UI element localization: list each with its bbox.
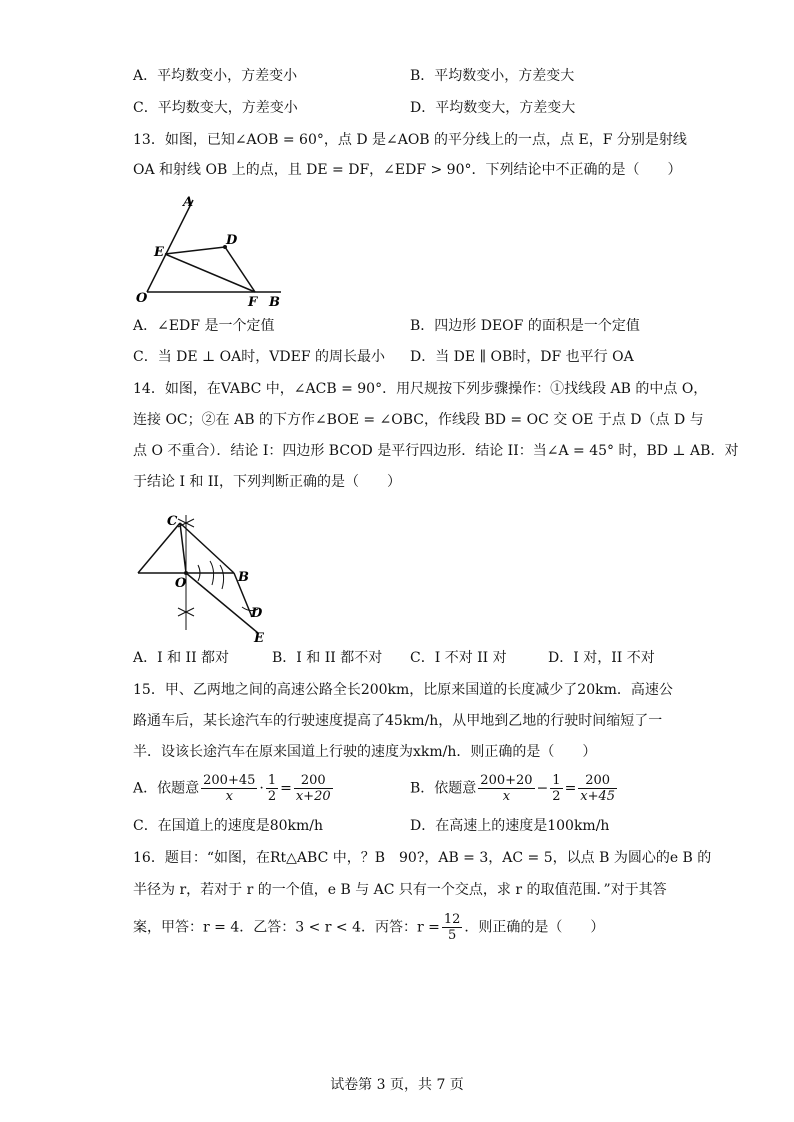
q15-b-frac3: $\frac{200}{x+45}$ xyxy=(580,773,616,804)
q13-label-o: O xyxy=(136,291,148,306)
q13-label-f: F xyxy=(248,295,258,310)
q12-option-d: D．平均数变大，方差变大 xyxy=(410,100,576,116)
q14-stem-line1: 14．如图，在VABC 中，∠ACB = 90°．用尺规按下列步骤操作：①找线段 AB 的中点 O， xyxy=(133,381,708,397)
q13-label-b: B xyxy=(269,295,280,310)
q14-option-d: D．I 对，II 不对 xyxy=(548,650,655,666)
q14-stem-line2: 连接 OC；②在 AB 的下方作∠BOE = ∠OBC，作线段 BD = OC 交 OE 于点 D（点 D 与 xyxy=(133,412,704,428)
q15-b-frac2: $\frac{1}{2}$ xyxy=(552,773,561,804)
q14-label-b: B xyxy=(238,570,249,585)
q12-option-c: C．平均数变大，方差变小 xyxy=(133,100,298,116)
q13-stem-line1: 13．如图，已知∠AOB = 60°，点 D 是∠AOB 的平分线上的一点，点 E，F 分别是射线 xyxy=(133,132,687,148)
q14-label-c: C xyxy=(167,514,178,529)
q13-option-c: C．当 DE ⊥ OA时，VDEF 的周长最小 xyxy=(133,349,385,365)
q15-option-c: C．在国道上的速度是80km/h xyxy=(133,818,324,834)
q14-figure xyxy=(130,505,280,645)
q13-stem-line2: OA 和射线 OB 上的点，且 DE = DF，∠EDF > 90°．下列结论中不正确的是（ ） xyxy=(133,162,682,178)
q13-label-e: E xyxy=(154,245,164,260)
q15-a-frac2: $\frac{1}{2}$ xyxy=(267,773,277,804)
q13-option-d: D．当 DE ∥ OB时，DF 也平行 OA xyxy=(410,349,634,365)
q14-stem-line4: 于结论 I 和 II，下列判断正确的是（ ） xyxy=(133,474,401,490)
q16-frac: $\frac{12}{5}$ xyxy=(443,912,461,943)
q15-option-d: D．在高速上的速度是100km/h xyxy=(410,818,610,834)
q13-label-a: A xyxy=(183,195,194,210)
q14-option-b: B．I 和 II 都不对 xyxy=(272,650,383,666)
q16-stem-line3: 案，甲答：r = 4．乙答：3 < r < 4．丙答：r = $\frac{12}{5}$ ．则正确的是（ ） xyxy=(133,912,605,943)
q14-option-c: C．I 不对 II 对 xyxy=(410,650,507,666)
q13-figure xyxy=(133,192,293,310)
q15-stem-line3: 半．设该长途汽车在原来国道上行驶的速度为xkm/h．则正确的是（ ） xyxy=(133,744,597,760)
q16-stem-line1: 16．题目：“如图，在Rt△ABC 中，？B 90?，AB = 3，AC = 5，以点 B 为圆心的e B 的 xyxy=(133,850,712,866)
q15-a-frac1: $\frac{200+45}{x}$ xyxy=(203,773,256,804)
q14-option-a: A．I 和 II 都对 xyxy=(133,650,230,666)
q15-stem-line2: 路通车后，某长途汽车的行驶速度提高了45km/h，从甲地到乙地的行驶时间缩短了一 xyxy=(133,713,663,729)
q15-a-frac3: $\frac{200}{x+20}$ xyxy=(295,773,331,804)
q13-label-d: D xyxy=(226,233,238,248)
q14-label-o: O xyxy=(175,576,187,591)
q15-option-a: A．依题意 $\frac{200+45}{x}$ · $\frac{1}{2}$ = $\frac{200}{x+20}$ xyxy=(133,773,331,804)
q13-option-a: A．∠EDF 是一个定值 xyxy=(133,318,275,334)
q15-option-b: B．依题意 $\frac{200+20}{x}$ − $\frac{1}{2}$ = $\frac{200}{x+45}$ xyxy=(410,773,616,804)
q14-label-d: D xyxy=(251,606,263,621)
q16-stem-line2: 半径为 r，若对于 r 的一个值，e B 与 AC 只有一个交点，求 r 的取值范围．”对于其答 xyxy=(133,882,667,898)
q12-option-a: A．平均数变小，方差变小 xyxy=(133,68,298,84)
q12-option-b: B．平均数变小，方差变大 xyxy=(410,68,575,84)
q14-label-e: E xyxy=(254,631,264,645)
q15-stem-line1: 15．甲、乙两地之间的高速公路全长200km，比原来国道的长度减少了20km．高速公 xyxy=(133,682,673,698)
q14-stem-line3: 点 O 不重合）．结论 I：四边形 BCOD 是平行四边形．结论 II：当∠A = 45° 时，BD ⊥ AB．对 xyxy=(133,443,739,459)
q15-b-frac1: $\frac{200+20}{x}$ xyxy=(480,773,533,804)
page-footer: 试卷第 3 页，共 7 页 xyxy=(330,1077,464,1093)
q13-option-b: B．四边形 DEOF 的面积是一个定值 xyxy=(410,318,640,334)
